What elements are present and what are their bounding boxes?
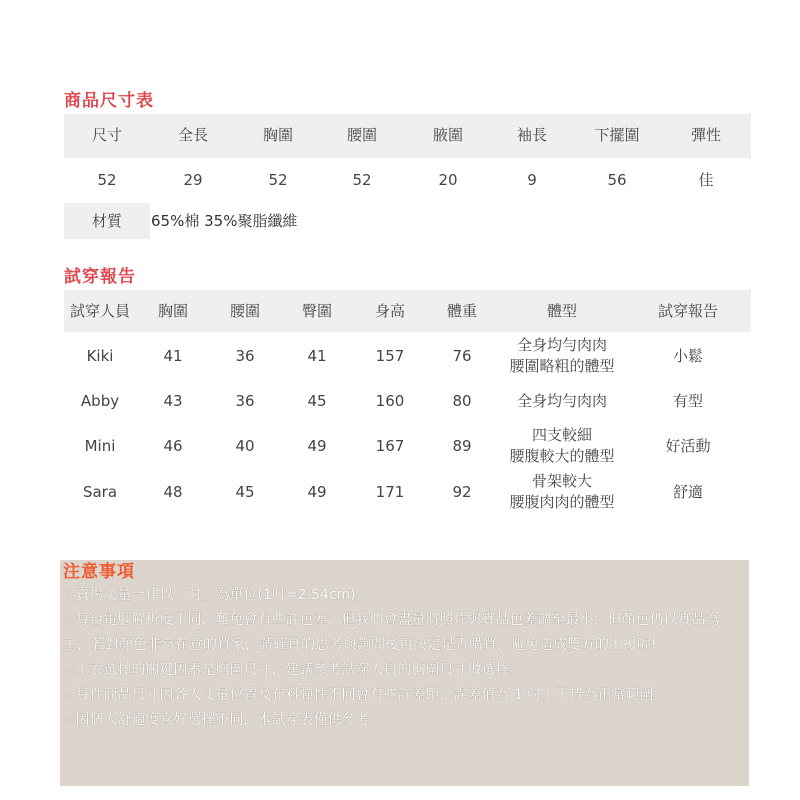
fit-cell-weight: 80 xyxy=(452,392,472,410)
note-item: ☆上衣選擇的關鍵因素是胸圍尺寸，建議參考試穿人員的胸圍尺寸做選擇。 xyxy=(63,662,524,678)
fit-header-cell: 胸圍 xyxy=(157,302,189,320)
fit-cell-chest: 46 xyxy=(163,437,183,455)
fit-cell-body: 全身均勻肉肉 xyxy=(516,336,608,354)
fit-cell-report: 好活動 xyxy=(665,437,711,455)
note-item: ☆每台電腦解析度不同，難免會有些許色差，但我們會盡量將照片與實品色差調至最小，但顏色仍以實品為主，若對顏色非常在意的買家，請確實的思考與詢問後再決定是否購買，避免造成雙方的困擾喔! xyxy=(63,612,720,653)
fit-cell-chest: 48 xyxy=(163,483,183,501)
size-header-cell: 腰圍 xyxy=(346,126,378,144)
fit-cell-body: 四支較細 xyxy=(531,426,593,444)
fit-cell-report: 有型 xyxy=(672,392,704,410)
fit-cell-report: 小鬆 xyxy=(672,347,704,365)
fit-cell-height: 160 xyxy=(375,392,405,410)
fit-cell-hip: 49 xyxy=(307,437,327,455)
fit-cell-report: 舒適 xyxy=(672,483,704,501)
fit-cell-hip: 45 xyxy=(307,392,327,410)
size-value-cell: 29 xyxy=(183,171,203,189)
fit-cell-weight: 89 xyxy=(452,437,472,455)
fit-cell-body: 腰腹肉肉的體型 xyxy=(509,493,615,511)
fit-header-cell: 體重 xyxy=(446,302,478,320)
size-header-cell: 尺寸 xyxy=(91,126,123,144)
fit-cell-body: 腰腹較大的體型 xyxy=(509,447,615,465)
fit-cell-name: Sara xyxy=(82,483,118,501)
notes-title: 注意事項 xyxy=(63,562,135,582)
fit-cell-weight: 92 xyxy=(452,483,472,501)
fit-cell-body: 全身均勻肉肉 xyxy=(516,391,608,410)
fit-cell-height: 157 xyxy=(375,347,405,365)
size-header-cell: 彈性 xyxy=(690,126,722,144)
notes-list xyxy=(63,583,745,733)
fit-header-cell: 試穿報告 xyxy=(657,302,719,320)
fit-cell-hip: 49 xyxy=(307,483,327,501)
fit-cell-name: Kiki xyxy=(86,347,114,365)
fit-cell-weight: 76 xyxy=(452,347,472,365)
note-item: ☆每件商品尺寸因各人丈量位置及布料彈性不同會有些許差距，誤差值為 1 吋上下皆為正常範圍。 xyxy=(63,687,668,703)
note-item: ☆賣場丈量一律以「吋」為單位(1吋=2.54cm)。 xyxy=(63,587,370,603)
size-value-cell: 20 xyxy=(438,171,458,189)
fit-cell-waist: 40 xyxy=(235,437,255,455)
fit-cell-name: Abby xyxy=(80,392,120,410)
fit-cell-body: 骨架較大 xyxy=(531,472,593,490)
material-value: 65%棉 35%聚脂纖維 xyxy=(151,212,298,230)
size-value-cell: 52 xyxy=(268,171,288,189)
fit-cell-name: Mini xyxy=(84,437,116,455)
material-label: 材質 xyxy=(64,203,150,239)
size-value-cell: 56 xyxy=(607,171,627,189)
note-item: ☆因個人舒適度喜好選擇不同，本試穿表僅供參考。 xyxy=(63,712,384,728)
fit-header-cell: 試穿人員 xyxy=(69,302,131,320)
size-header-cell: 袖長 xyxy=(516,126,548,144)
size-value-cell: 52 xyxy=(97,171,117,189)
size-chart-header-bar xyxy=(64,114,751,158)
size-header-cell: 全長 xyxy=(177,126,209,144)
size-header-cell: 腋圍 xyxy=(432,126,464,144)
notes-panel xyxy=(60,560,749,786)
fit-cell-waist: 36 xyxy=(235,392,255,410)
size-chart-title: 商品尺寸表 xyxy=(64,91,154,111)
fit-cell-body: 腰圍略粗的體型 xyxy=(509,357,615,375)
fit-header-cell: 體型 xyxy=(546,302,578,320)
size-header-cell: 下擺圍 xyxy=(594,126,640,144)
fit-header-cell: 腰圍 xyxy=(229,302,261,320)
size-value-cell: 佳 xyxy=(698,171,714,189)
fit-cell-chest: 43 xyxy=(163,392,183,410)
size-header-cell: 胸圍 xyxy=(262,126,294,144)
fit-header-cell: 臀圍 xyxy=(301,302,333,320)
fit-header-cell: 身高 xyxy=(374,302,406,320)
size-value-cell: 9 xyxy=(527,171,537,189)
fit-report-title: 試穿報告 xyxy=(64,267,136,287)
fit-cell-waist: 36 xyxy=(235,347,255,365)
fit-cell-hip: 41 xyxy=(307,347,327,365)
fit-cell-height: 171 xyxy=(375,483,405,501)
size-value-cell: 52 xyxy=(352,171,372,189)
fit-cell-height: 167 xyxy=(375,437,405,455)
fit-cell-chest: 41 xyxy=(163,347,183,365)
fit-cell-waist: 45 xyxy=(235,483,255,501)
